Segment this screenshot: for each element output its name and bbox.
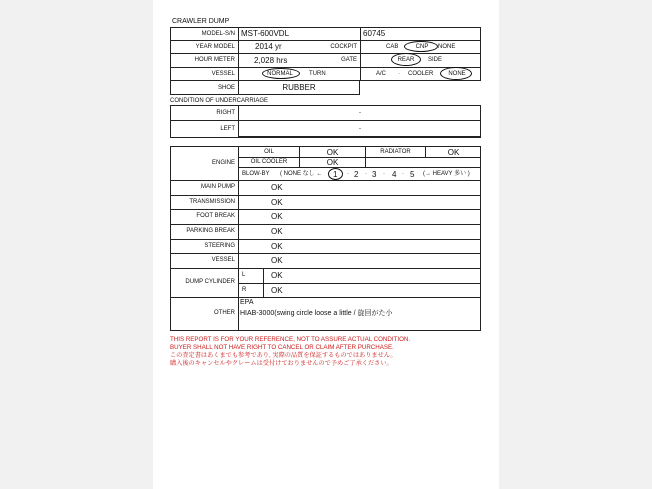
undercarriage-heading: CONDITION OF UNDERCARRIAGE — [170, 98, 269, 104]
steering-value: OK — [271, 242, 283, 251]
engine-oil-label: OIL — [264, 149, 274, 155]
dump-cylinder-l-label: L — [242, 272, 246, 278]
vessel-label: VESSEL — [211, 71, 235, 77]
document-title: CRAWLER DUMP — [172, 18, 230, 25]
parking-break-label: PARKING BREAK — [186, 228, 235, 234]
vessel-option-normal: NORMAL — [267, 71, 293, 77]
ac-option-none: NONE — [448, 71, 466, 77]
parking-break-value: OK — [271, 227, 283, 236]
disclaimer-line-4: 購入後のキャンセルやクレームは受付けておりませんので予めご了承ください。 — [170, 360, 393, 367]
dump-cylinder-label: DUMP CYLINDER — [185, 279, 235, 285]
cockpit-option-none: NONE — [438, 44, 456, 50]
cockpit-selected-circle — [404, 41, 438, 52]
other-label: OTHER — [214, 310, 235, 316]
main-pump-label: MAIN PUMP — [200, 184, 235, 190]
vessel-item-value: OK — [271, 256, 283, 265]
engine-label: ENGINE — [211, 160, 235, 166]
dump-cylinder-r-label: R — [242, 287, 247, 293]
hour-meter-label: HOUR METER — [194, 57, 235, 63]
gate-selected-circle — [391, 53, 421, 66]
transmission-value: OK — [271, 198, 283, 207]
dump-cylinder-r-value: OK — [271, 286, 283, 295]
ac-label: A/C — [376, 71, 387, 77]
radiator-label: RADIATOR — [380, 149, 411, 155]
year-model-value: 2014 yr — [255, 42, 282, 51]
undercarriage-right-label: RIGHT — [216, 110, 235, 116]
disclaimer-line-2: BUYER SHALL NOT HAVE RIGHT TO CANCEL OR CLAIM AFTER PURCHASE. — [170, 344, 394, 351]
steering-label: STEERING — [204, 243, 235, 249]
model-sn-label: MODEL-S/N — [201, 31, 235, 37]
gate-option-rear: REAR — [397, 57, 415, 63]
blowby-label: BLOW-BY — [242, 171, 270, 177]
blowby-dot: · — [383, 171, 385, 177]
foot-break-label: FOOT BREAK — [196, 213, 235, 219]
ac-dot: · — [398, 71, 400, 77]
blowby-selected-circle — [328, 168, 343, 180]
blowby-scale-3: 3 — [372, 170, 377, 179]
oil-cooler-label: OIL COOLER — [250, 159, 288, 165]
cockpit-label: COCKPIT — [330, 44, 357, 50]
dump-cylinder-l-value: OK — [271, 271, 283, 280]
other-line-2: HIAB-3000(swing circle loose a little / 旋回がた小 — [240, 310, 393, 317]
disclaimer-line-3: この査定書はあくまでも参考であり, 実際の品質を保証するものではありません。 — [170, 352, 397, 359]
blowby-dot: · — [365, 171, 367, 177]
serial-value: 60745 — [363, 29, 386, 38]
hour-meter-value: 2,028 hrs — [254, 56, 288, 65]
shoe-value: RUBBER — [282, 83, 316, 92]
blowby-scale-5: 5 — [410, 170, 415, 179]
vessel-item-label: VESSEL — [211, 257, 235, 263]
undercarriage-left-value: - — [359, 126, 361, 132]
ac-option-cooler: COOLER — [408, 71, 434, 77]
radiator-value: OK — [447, 148, 460, 157]
gate-label: GATE — [341, 57, 357, 63]
cockpit-option-cab: CAB — [386, 44, 399, 50]
vessel-selected-circle — [262, 68, 300, 79]
main-pump-value: OK — [271, 183, 283, 192]
year-model-label: YEAR MODEL — [195, 44, 235, 50]
undercarriage-right-value: - — [359, 110, 361, 116]
ac-selected-circle — [440, 67, 472, 80]
oil-cooler-value: OK — [326, 158, 339, 167]
inspection-sheet — [153, 0, 499, 489]
blowby-dot: · — [347, 171, 349, 177]
blowby-none-text: ( NONE なし ← — [280, 171, 323, 177]
blowby-scale-4: 4 — [392, 170, 397, 179]
other-line-1: EPA — [240, 299, 254, 306]
engine-oil-value: OK — [326, 148, 339, 157]
disclaimer-line-1: THIS REPORT IS FOR YOUR REFERENCE, NOT TO ASSURE ACTUAL CONDITION. — [170, 336, 411, 343]
transmission-label: TRANSMISSION — [189, 199, 235, 205]
gate-option-side: SIDE — [428, 57, 443, 63]
blowby-dot: · — [402, 171, 404, 177]
vessel-option-turn: TURN — [309, 71, 326, 77]
blowby-heavy-text: (→ HEAVY 多い ) — [423, 171, 470, 177]
shoe-label: SHOE — [217, 85, 235, 91]
foot-break-value: OK — [271, 212, 283, 221]
undercarriage-left-label: LEFT — [220, 126, 235, 132]
model-value: MST-600VDL — [241, 29, 290, 38]
blowby-scale-2: 2 — [354, 170, 359, 179]
blowby-scale-1: 1 — [333, 170, 338, 179]
cockpit-option-cnp: CNP — [415, 44, 429, 50]
